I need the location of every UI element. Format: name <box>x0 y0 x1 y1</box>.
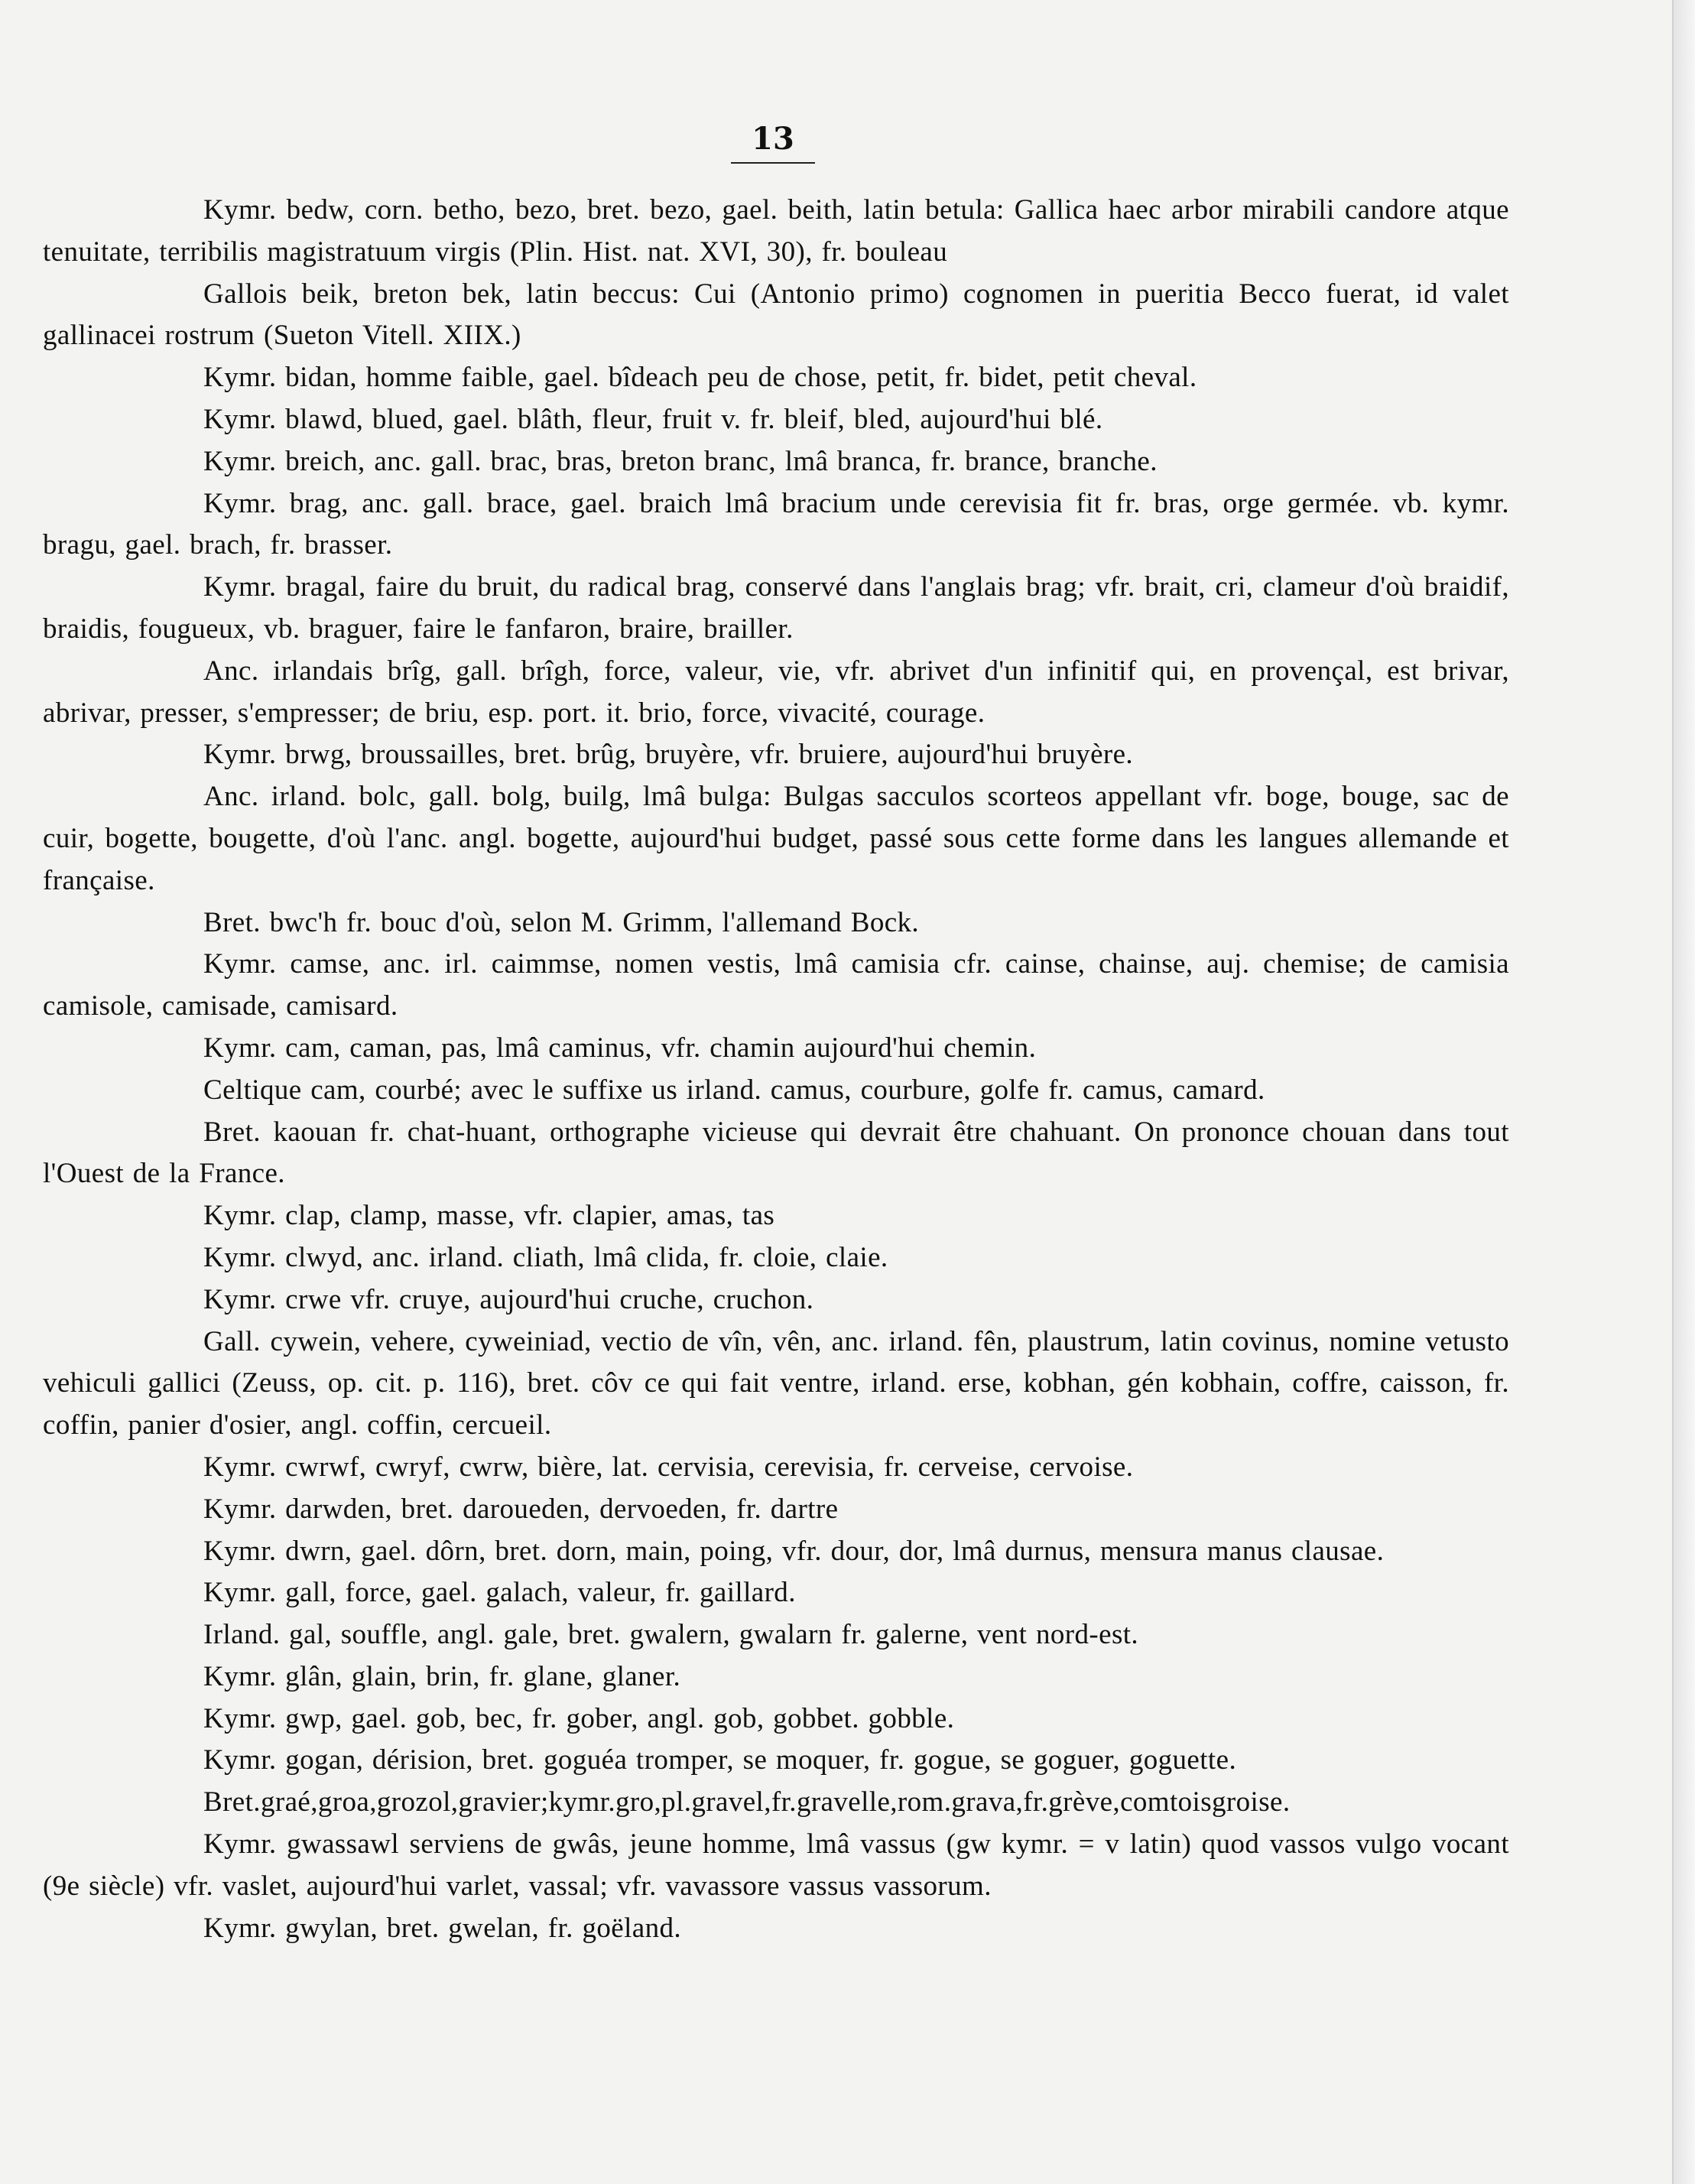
page-edge <box>1672 0 1695 2184</box>
entry-paragraph: Kymr. darwden, bret. daroueden, dervoeden, fr. dartre <box>203 1493 839 1525</box>
entry-paragraph: Kymr. crwe vfr. cruye, aujourd'hui cruche, cruchon. <box>203 1283 814 1315</box>
entry-paragraph: Kymr. gall, force, gael. galach, valeur, fr. gaillard. <box>203 1577 796 1609</box>
entry-paragraph: Irland. gal, souffle, angl. gale, bret. gwalern, gwalarn fr. galerne, vent nord-est. <box>203 1619 1139 1651</box>
page-number-rule <box>731 162 815 164</box>
entry-paragraph: Celtique cam, courbé; avec le suffixe us irland. camus, courbure, golfe fr. camus, camard. <box>203 1074 1265 1106</box>
entry-paragraph: Anc. irland. bolc, gall. bolg, builg, lmâ bulga: Bulgas sacculos scorteos appellant vfr. boge, bouge, sac de cuir, bogette, bougette, d'où l'anc. angl. bogette, aujourd'hui budget, passé sous cette forme dans les langues allemande et française. <box>43 781 1509 896</box>
entry-paragraph: Gallois beik, breton bek, latin beccus: Cui (Antonio primo) cognomen in pueritia Becco fuerat, id valet gallinacei rostrum (Sueton Vitell. XIIX.) <box>43 278 1509 352</box>
entry-paragraph: Kymr. dwrn, gael. dôrn, bret. dorn, main, poing, vfr. dour, dor, lmâ durnus, mensura manus clausae. <box>203 1535 1385 1567</box>
entry-paragraph: Kymr. brwg, broussailles, bret. brûg, bruyère, vfr. bruiere, aujourd'hui bruyère. <box>203 739 1134 771</box>
entry-paragraph: Kymr. glân, glain, brin, fr. glane, glaner. <box>203 1660 681 1692</box>
entry-paragraph: Kymr. brag, anc. gall. brace, gael. braich lmâ bracium unde cerevisia fit fr. bras, orge germée. vb. kymr. bragu, gael. brach, fr. brasser. <box>43 487 1509 561</box>
page-number: 13 <box>752 121 794 157</box>
entry-paragraph: Kymr. clwyd, anc. irland. cliath, lmâ clida, fr. cloie, claie. <box>203 1241 888 1273</box>
text-body <box>43 190 1509 1949</box>
entry-paragraph: Bret. bwc'h fr. bouc d'où, selon M. Grimm, l'allemand Bock. <box>203 906 920 938</box>
entry-paragraph: Anc. irlandais brîg, gall. brîgh, force, valeur, vie, vfr. abrivet d'un infinitif qui, en provençal, est brivar, abrivar, presser, s'empresser; de briu, esp. port. it. brio, force, vivacité, courage. <box>43 655 1509 729</box>
entry-paragraph: Bret. kaouan fr. chat-huant, orthographe vicieuse qui devrait être chahuant. On prononce chouan dans tout l'Ouest de la France. <box>43 1116 1509 1190</box>
entry-paragraph: Kymr. bedw, corn. betho, bezo, bret. bezo, gael. beith, latin betula: Gallica haec arbor mirabili candore atque tenuitate, terribilis magistratuum virgis (Plin. Hist. nat. XVI, 30), fr. bouleau <box>43 194 1509 268</box>
entry-paragraph: Kymr. camse, anc. irl. caimmse, nomen vestis, lmâ camisia cfr. cainse, chainse, auj. chemise; de camisia camisole, camisade, camisard. <box>43 948 1509 1022</box>
entry-paragraph: Kymr. bidan, homme faible, gael. bîdeach peu de chose, petit, fr. bidet, petit cheval. <box>203 362 1197 394</box>
entry-paragraph: Kymr. blawd, blued, gael. blâth, fleur, fruit v. fr. bleif, bled, aujourd'hui blé. <box>203 403 1103 435</box>
entry-paragraph: Kymr. gwp, gael. gob, bec, fr. gober, angl. gob, gobbet. gobble. <box>203 1702 955 1734</box>
entry-paragraph: Bret.graé,groa,grozol,gravier;kymr.gro,pl.gravel,fr.gravelle,rom.grava,fr.grève,comtoisgroise. <box>203 1786 1291 1818</box>
entry-paragraph: Kymr. cam, caman, pas, lmâ caminus, vfr. chamin aujourd'hui chemin. <box>203 1032 1037 1064</box>
entry-paragraph: Kymr. gogan, dérision, bret. goguéa tromper, se moquer, fr. gogue, se goguer, goguette. <box>203 1744 1237 1776</box>
entry-paragraph: Kymr. bragal, faire du bruit, du radical brag, conservé dans l'anglais brag; vfr. brait, cri, clameur d'où braidif, braidis, fougueux, vb. braguer, faire le fanfaron, braire, brailler. <box>43 571 1509 645</box>
entry-paragraph: Kymr. gwylan, bret. gwelan, fr. goëland. <box>203 1912 682 1944</box>
entry-paragraph: Kymr. clap, clamp, masse, vfr. clapier, amas, tas <box>203 1200 775 1232</box>
entry-paragraph: Kymr. gwassawl serviens de gwâs, jeune homme, lmâ vassus (gw kymr. = v latin) quod vassos vulgo vocant (9e siècle) vfr. vaslet, aujourd'hui varlet, vassal; vfr. vavassore vassus vassorum. <box>43 1828 1509 1902</box>
entry-paragraph: Kymr. cwrwf, cwryf, cwrw, bière, lat. cervisia, cerevisia, fr. cerveise, cervoise. <box>203 1451 1134 1483</box>
entry-paragraph: Kymr. breich, anc. gall. brac, bras, breton branc, lmâ branca, fr. brance, branche. <box>203 445 1158 477</box>
entry-paragraph: Gall. cywein, vehere, cyweiniad, vectio de vîn, vên, anc. irland. fên, plaustrum, latin covinus, nomine vetusto vehiculi gallici (Zeuss, op. cit. p. 116), bret. côv ce qui fait ventre, irland. erse, kobhan, gén kobhain, coffre, caisson, fr. coffin, panier d'osier, angl. coffin, cercueil. <box>43 1325 1509 1441</box>
